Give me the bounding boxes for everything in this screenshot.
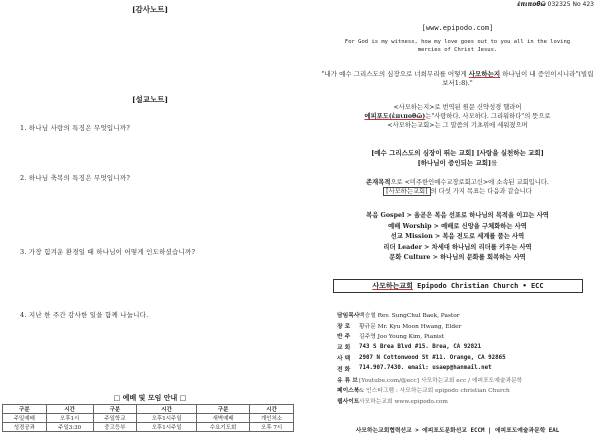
- verse-korean-part: 하나님이 내 증인이시니라"(빌립보서1:8).": [442, 70, 594, 87]
- table-cell: 주일예배: [3, 414, 47, 423]
- youtube-link[interactable]: [Youtube.com/@ecc] 사모하는교회 ecc / 에피포도예술과문학: [359, 377, 523, 384]
- info-label: 사 택: [337, 356, 351, 363]
- verse-highlight: 사모하는지: [468, 70, 501, 78]
- purpose-label: 존재목적: [366, 179, 391, 186]
- phone-email: 714.907.7430. email: usaep@hanmail.net: [359, 365, 492, 372]
- table-cell: 새벽예배: [196, 414, 249, 423]
- website-link[interactable]: 사모하는교회 www.epipodo.com: [359, 399, 448, 406]
- church-name-ko: 사모하는교회: [372, 281, 413, 290]
- desc-line: [325, 112, 590, 121]
- church-name-banner: [333, 279, 583, 293]
- list-item: 복음 Gospel > 올곧은 복음 선포로 하나님의 목적을 이끄는 사역: [366, 212, 549, 219]
- purpose-text: 의 다섯 가지 목표는 다음과 같습니다: [430, 188, 532, 195]
- info-value: 백승철 Rev. SungChul Baek, Pastor: [359, 312, 460, 319]
- header-brand: ἐπιποθῶ: [517, 1, 546, 8]
- core-value: [사랑을 실천하는 교회]: [476, 149, 544, 157]
- table-cell: 주일3:30: [46, 423, 93, 432]
- contact-info: [337, 309, 597, 406]
- church-address: 743 S Brea Blvd #15. Brea, CA 92821: [359, 343, 482, 350]
- purpose-line: [325, 187, 590, 196]
- table-cell: 오후1시: [46, 414, 93, 423]
- table-cell: 개인처소: [250, 414, 294, 423]
- table-cell: 중고등부: [93, 423, 137, 432]
- schedule-title: □ 예배 및 모임 안내 □: [113, 393, 187, 402]
- info-label: 장 로: [337, 323, 351, 330]
- schedule-table: [2, 404, 294, 432]
- social-link[interactable]: & 인스타그램 : 사모하는교회 epipodo christian Church: [359, 388, 510, 395]
- info-row: [337, 363, 597, 374]
- church-purpose: [325, 178, 590, 196]
- table-cell: 주일학교: [93, 414, 137, 423]
- schedule-header-cell: 구분: [196, 405, 249, 414]
- info-row: [337, 320, 597, 331]
- schedule-header-cell: 구분: [93, 405, 137, 414]
- info-row: [337, 352, 597, 363]
- info-label: 반 주: [337, 334, 351, 341]
- info-label: 교 회: [337, 345, 351, 352]
- info-label: 유 튜 브: [337, 377, 358, 384]
- partner-missions: 사모하는교회협력선교 > 에피포도문화선교 ECCM | 에피포도예술과문학 EAL: [355, 428, 560, 434]
- info-row: [337, 374, 597, 385]
- church-name-tag: [사모하는교회]: [383, 187, 430, 196]
- schedule-header-cell: 시간: [250, 405, 294, 414]
- question-2: 2. 하나님 축복의 특징은 무엇입니까?: [20, 174, 131, 182]
- schedule-header-cell: 시간: [137, 405, 197, 414]
- info-label: 담임목사: [337, 312, 360, 319]
- church-name-en: Epipodo Christian Church • ECC: [412, 282, 544, 290]
- thanks-note-title: [감사노트]: [131, 5, 169, 14]
- desc-line: <사모하는교회>는 그 말씀의 기초위에 세워졌으며: [387, 122, 528, 129]
- core-values: [325, 148, 590, 168]
- info-value: 황규문 Mr. Kyu Moon Hwang, Elder: [359, 323, 462, 330]
- list-item: 선교 Mission > 복음 전도로 세계를 품는 사역: [390, 233, 525, 240]
- website-url: [www.epipodo.com]: [421, 24, 494, 32]
- verse-korean-part: "내가 예수 그리스도의 심장으로 너희무리를 어떻게: [321, 70, 469, 78]
- list-item: 문화 Culture > 하나님의 문화를 회복하는 사역: [389, 254, 526, 261]
- church-info-column: [315, 0, 600, 440]
- name-description: [325, 103, 590, 130]
- info-label: 페이스북: [337, 388, 360, 395]
- verse-english: For God is my witness, how my love goes out to you all in the loving mercies of Christ Jesus.: [344, 39, 571, 53]
- verse-korean: [320, 70, 595, 88]
- core-line: [325, 148, 590, 158]
- table-cell: 수요기도회: [196, 423, 249, 432]
- schedule-header-cell: 시간: [46, 405, 93, 414]
- purpose-text: 으로 <미주한인예수교장로회고신>에 소속된 교회입니다.: [390, 179, 549, 186]
- question-4: 4. 지난 한 주간 감사한 일을 함께 나눕니다.: [20, 311, 149, 319]
- core-value: [하나님이 증인되는 교회]: [417, 159, 492, 167]
- purpose-line: [325, 178, 590, 187]
- table-cell: 성경공과: [3, 423, 47, 432]
- header-issue: 032325 No 423: [547, 1, 594, 8]
- core-line: [325, 158, 590, 168]
- question-1: 1. 하나님 사랑의 특징은 무엇입니까?: [20, 124, 131, 132]
- table-cell: 오후1시주일: [137, 423, 197, 432]
- issue-number: [517, 1, 594, 8]
- info-row: [337, 341, 597, 352]
- schedule-header-row: [3, 405, 294, 414]
- list-item: 예배 Worship > 예배로 신앙을 구체화하는 사역: [388, 222, 527, 230]
- info-row: [337, 331, 597, 342]
- epipodo-term: 에피포도(ἐπιποθῶ): [364, 113, 426, 120]
- info-label: 전 화: [337, 366, 351, 373]
- table-row: [3, 414, 294, 423]
- info-value: 김주영 Joo Young Kim, Pianist: [359, 334, 445, 341]
- table-cell: 오후 7시: [250, 423, 294, 432]
- mission-list: [320, 211, 595, 264]
- core-suffix: 를: [491, 159, 498, 167]
- info-row: [337, 395, 597, 406]
- table-row: [3, 423, 294, 432]
- info-row: [337, 385, 597, 396]
- list-item: 리더 Leader > 차세대 하나님의 리더를 키우는 사역: [383, 243, 532, 251]
- info-label: 웹사이트: [337, 399, 360, 406]
- table-cell: 오후1시주일: [137, 414, 197, 423]
- question-3: 3. 가장 힘겨운 환경일 때 하나님이 어떻게 인도하셨습니까?: [20, 248, 196, 256]
- desc-line: <사모하는지>로 번역된 원문 신약성경 헬라어: [393, 104, 522, 111]
- info-row: [337, 309, 597, 320]
- core-value: [예수 그리스도의 심장이 뛰는 교회]: [371, 149, 475, 157]
- sermon-note-title: [설교노트]: [131, 95, 169, 104]
- parsonage-address: 2907 N Cottonwood St #11. Orange, CA 92865: [359, 354, 506, 361]
- schedule-header-cell: 구분: [3, 405, 47, 414]
- desc-text: 는"사랑하다. 사모하다. 그리워하다"의 뜻으로: [425, 113, 551, 120]
